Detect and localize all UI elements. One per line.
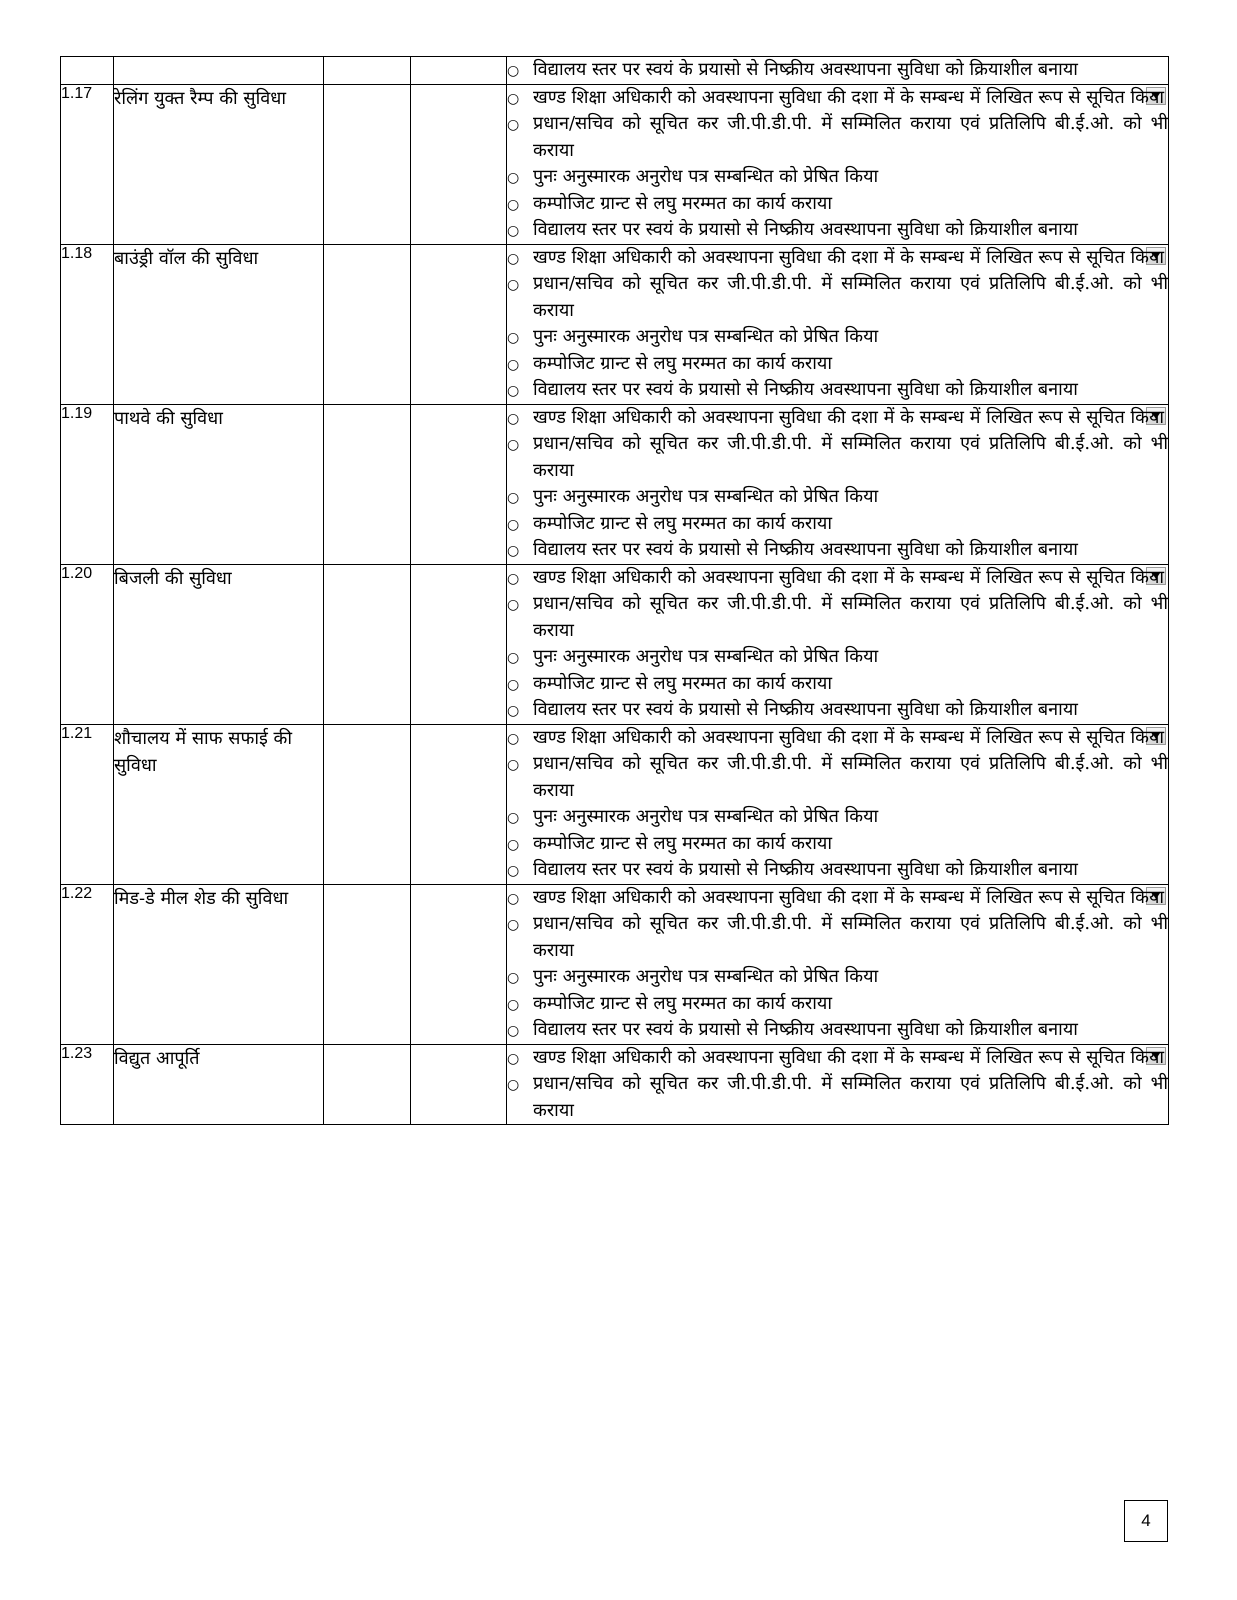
action-text: पुनः अनुस्मारक अनुरोध पत्र सम्बन्धित को प्रेषित किया: [533, 486, 879, 507]
bullet-icon: ○: [507, 730, 520, 747]
status-cell: [324, 84, 411, 244]
action-text: विद्यालय स्तर पर स्वयं के प्रयासो से निष्क्रीय अवस्थापना सुविधा को क्रियाशील बनाया: [533, 859, 1078, 880]
action-text: खण्ड शिक्षा अधिकारी को अवस्थापना सुविधा की दशा में के सम्बन्ध में लिखित रूप से सूचित किया: [533, 726, 1165, 748]
bullet-icon: ○: [507, 890, 520, 907]
action-list-cell: [507, 404, 1169, 564]
action-text: कम्पोजिट ग्रान्ट से लघु मरम्मत का कार्य कराया: [533, 192, 833, 214]
bullet-icon: ○: [507, 196, 520, 213]
remark-cell: [411, 404, 507, 564]
table-row: [61, 1044, 1169, 1125]
list-item: [507, 217, 1168, 244]
bullet-icon: ○: [507, 356, 520, 373]
action-text: विद्यालय स्तर पर स्वयं के प्रयासो से निष्क्रीय अवस्थापना सुविधा को क्रियाशील बनाया: [533, 1019, 1078, 1040]
action-text: खण्ड शिक्षा अधिकारी को अवस्थापना सुविधा की दशा में के सम्बन्ध में लिखित रूप से सूचित किया: [533, 406, 1165, 428]
page-number: 4: [1124, 1500, 1168, 1542]
action-text: कम्पोजिट ग्रान्ट से लघु मरम्मत का कार्य कराया: [533, 512, 833, 534]
action-text: प्रधान/सचिव को सूचित कर जी.पी.डी.पी. में सम्मिलित कराया एवं प्रतिलिपि बी.ई.ओ. को भी कराया: [533, 1073, 1168, 1121]
action-text: विद्यालय स्तर पर स्वयं के प्रयासो से निष्क्रीय अवस्थापना सुविधा को क्रियाशील बनाया: [533, 219, 1078, 240]
list-item: [507, 405, 1168, 432]
list-item: [507, 271, 1168, 324]
action-text: कम्पोजिट ग्रान्ट से लघु मरम्मत का कार्य कराया: [533, 672, 833, 694]
action-text: विद्यालय स्तर पर स्वयं के प्रयासो से निष्क्रीय अवस्थापना सुविधा को क्रियाशील बनाया: [533, 59, 1078, 80]
list-item: [507, 964, 1168, 991]
bullet-icon: ○: [507, 170, 520, 186]
status-cell: [324, 564, 411, 724]
bullet-icon: ○: [507, 996, 520, 1013]
list-item: [507, 565, 1168, 592]
action-text: कम्पोजिट ग्रान्ट से लघु मरम्मत का कार्य कराया: [533, 352, 833, 374]
facility-name-cell: रेलिंग युक्त रैम्प की सुविधा: [114, 84, 324, 244]
list-item: [507, 591, 1168, 644]
serial-number-cell: 1.19: [61, 404, 114, 564]
status-cell: [324, 404, 411, 564]
status-cell: [324, 724, 411, 884]
bullet-icon: ○: [507, 223, 520, 239]
bullet-icon: ○: [507, 703, 520, 719]
action-text: खण्ड शिक्षा अधिकारी को अवस्थापना सुविधा की दशा में के सम्बन्ध में लिखित रूप से सूचित किया: [533, 886, 1165, 908]
action-text: विद्यालय स्तर पर स्वयं के प्रयासो से निष्क्रीय अवस्थापना सुविधा को क्रियाशील बनाया: [533, 699, 1078, 720]
serial-number-cell: 1.21: [61, 724, 114, 884]
action-list-cell: [507, 84, 1169, 244]
action-text: पुनः अनुस्मारक अनुरोध पत्र सम्बन्धित को प्रेषित किया: [533, 966, 879, 987]
serial-number-cell: 1.17: [61, 84, 114, 244]
remark-cell: [411, 884, 507, 1044]
action-list: [507, 1045, 1168, 1125]
serial-number-cell: 1.20: [61, 564, 114, 724]
table-row: [61, 244, 1169, 404]
remark-cell: [411, 244, 507, 404]
facility-name-cell: मिड-डे मील शेड की सुविधा: [114, 884, 324, 1044]
list-item: [507, 351, 1168, 378]
action-list: [507, 885, 1168, 1044]
action-text: प्रधान/सचिव को सूचित कर जी.पी.डी.पी. में सम्मिलित कराया एवं प्रतिलिपि बी.ई.ओ. को भी कराया: [533, 913, 1168, 961]
list-item: [507, 191, 1168, 218]
action-text: प्रधान/सचिव को सूचित कर जी.पी.डी.पी. में सम्मिलित कराया एवं प्रतिलिपि बी.ई.ओ. को भी कराया: [533, 113, 1168, 161]
action-text: पुनः अनुस्मारक अनुरोध पत्र सम्बन्धित को प्रेषित किया: [533, 646, 879, 667]
bullet-icon: ○: [507, 1023, 520, 1039]
bullet-icon: ○: [507, 516, 520, 533]
action-text: पुनः अनुस्मारक अनुरोध पत्र सम्बन्धित को प्रेषित किया: [533, 806, 879, 827]
list-item: [507, 431, 1168, 484]
facility-name-cell: विद्युत आपूर्ति: [114, 1044, 324, 1125]
list-item: [507, 1071, 1168, 1124]
list-item: [507, 751, 1168, 804]
bullet-icon: ○: [507, 330, 520, 346]
list-item: [507, 57, 1168, 84]
list-item: [507, 377, 1168, 404]
bullet-icon: ○: [507, 650, 520, 666]
list-item: [507, 911, 1168, 964]
bullet-icon: ○: [507, 917, 520, 933]
table-row: [61, 884, 1169, 1044]
serial-number-cell: 1.23: [61, 1044, 114, 1125]
list-item: [507, 831, 1168, 858]
action-text: खण्ड शिक्षा अधिकारी को अवस्थापना सुविधा की दशा में के सम्बन्ध में लिखित रूप से सूचित किया: [533, 86, 1165, 108]
bullet-icon: ○: [507, 757, 520, 773]
bullet-icon: ○: [507, 676, 520, 693]
list-item: [507, 484, 1168, 511]
action-text: पुनः अनुस्मारक अनुरोध पत्र सम्बन्धित को प्रेषित किया: [533, 326, 879, 347]
action-text: कम्पोजिट ग्रान्ट से लघु मरम्मत का कार्य कराया: [533, 992, 833, 1014]
facility-name-cell: बाउंड्री वॉल की सुविधा: [114, 244, 324, 404]
bullet-icon: ○: [507, 437, 520, 453]
action-list-cell: [507, 884, 1169, 1044]
bullet-icon: ○: [507, 570, 520, 587]
table-row: [61, 564, 1169, 724]
list-item: [507, 725, 1168, 752]
status-cell: [324, 57, 411, 85]
action-text: प्रधान/सचिव को सूचित कर जी.पी.डी.पी. में सम्मिलित कराया एवं प्रतिलिपि बी.ई.ओ. को भी कराया: [533, 273, 1168, 321]
table-row: [61, 57, 1169, 85]
list-item: [507, 885, 1168, 912]
bullet-icon: ○: [507, 250, 520, 267]
remark-cell: [411, 84, 507, 244]
action-text: खण्ड शिक्षा अधिकारी को अवस्थापना सुविधा की दशा में के सम्बन्ध में लिखित रूप से सूचित किया: [533, 566, 1165, 588]
action-list-cell: [507, 244, 1169, 404]
table-row: [61, 84, 1169, 244]
table-row: [61, 404, 1169, 564]
list-item: [507, 1017, 1168, 1044]
remark-cell: [411, 564, 507, 724]
list-item: [507, 857, 1168, 884]
status-cell: [324, 884, 411, 1044]
list-item: [507, 111, 1168, 164]
bullet-icon: ○: [507, 490, 520, 506]
bullet-icon: ○: [507, 970, 520, 986]
action-list: [507, 725, 1168, 884]
facility-name-cell: शौचालय में साफ सफाई की सुविधा: [114, 724, 324, 884]
serial-number-cell: 1.22: [61, 884, 114, 1044]
bullet-icon: ○: [507, 597, 520, 613]
facility-name-cell: [114, 57, 324, 85]
action-text: पुनः अनुस्मारक अनुरोध पत्र सम्बन्धित को प्रेषित किया: [533, 166, 879, 187]
action-text: प्रधान/सचिव को सूचित कर जी.पी.डी.पी. में सम्मिलित कराया एवं प्रतिलिपि बी.ई.ओ. को भी कराया: [533, 593, 1168, 641]
bullet-icon: ○: [507, 277, 520, 293]
action-text: खण्ड शिक्षा अधिकारी को अवस्थापना सुविधा की दशा में के सम्बन्ध में लिखित रूप से सूचित किया: [533, 1046, 1165, 1068]
list-item: [507, 697, 1168, 724]
bullet-icon: ○: [507, 1050, 520, 1067]
table-row: [61, 724, 1169, 884]
serial-number-cell: [61, 57, 114, 85]
list-item: [507, 511, 1168, 538]
status-cell: [324, 1044, 411, 1125]
bullet-icon: ○: [507, 836, 520, 853]
bullet-icon: ○: [507, 410, 520, 427]
facility-table: [60, 56, 1169, 1125]
action-list: [507, 565, 1168, 724]
remark-cell: [411, 724, 507, 884]
list-item: [507, 1045, 1168, 1072]
status-cell: [324, 244, 411, 404]
action-list: [507, 57, 1168, 84]
list-item: [507, 245, 1168, 272]
bullet-icon: ○: [507, 90, 520, 107]
bullet-icon: ○: [507, 383, 520, 399]
action-text: विद्यालय स्तर पर स्वयं के प्रयासो से निष्क्रीय अवस्थापना सुविधा को क्रियाशील बनाया: [533, 379, 1078, 400]
action-list: [507, 405, 1168, 564]
remark-cell: [411, 1044, 507, 1125]
action-list-cell: [507, 57, 1169, 85]
action-text: खण्ड शिक्षा अधिकारी को अवस्थापना सुविधा की दशा में के सम्बन्ध में लिखित रूप से सूचित किया: [533, 246, 1165, 268]
serial-number-cell: 1.18: [61, 244, 114, 404]
bullet-icon: ○: [507, 63, 520, 79]
bullet-icon: ○: [507, 543, 520, 559]
action-text: प्रधान/सचिव को सूचित कर जी.पी.डी.पी. में सम्मिलित कराया एवं प्रतिलिपि बी.ई.ओ. को भी कराया: [533, 433, 1168, 481]
facility-table-body: [61, 57, 1169, 1125]
list-item: [507, 537, 1168, 564]
action-list: [507, 85, 1168, 244]
bullet-icon: ○: [507, 863, 520, 879]
action-list-cell: [507, 564, 1169, 724]
list-item: [507, 85, 1168, 112]
facility-name-cell: पाथवे की सुविधा: [114, 404, 324, 564]
action-list-cell: [507, 1044, 1169, 1125]
list-item: [507, 324, 1168, 351]
action-list: [507, 245, 1168, 404]
facility-name-cell: बिजली की सुविधा: [114, 564, 324, 724]
list-item: [507, 164, 1168, 191]
list-item: [507, 804, 1168, 831]
list-item: [507, 644, 1168, 671]
action-list-cell: [507, 724, 1169, 884]
remark-cell: [411, 57, 507, 85]
action-text: विद्यालय स्तर पर स्वयं के प्रयासो से निष्क्रीय अवस्थापना सुविधा को क्रियाशील बनाया: [533, 539, 1078, 560]
bullet-icon: ○: [507, 117, 520, 133]
bullet-icon: ○: [507, 1077, 520, 1093]
action-text: कम्पोजिट ग्रान्ट से लघु मरम्मत का कार्य कराया: [533, 832, 833, 854]
list-item: [507, 671, 1168, 698]
bullet-icon: ○: [507, 810, 520, 826]
action-text: प्रधान/सचिव को सूचित कर जी.पी.डी.पी. में सम्मिलित कराया एवं प्रतिलिपि बी.ई.ओ. को भी कराया: [533, 753, 1168, 801]
list-item: [507, 991, 1168, 1018]
